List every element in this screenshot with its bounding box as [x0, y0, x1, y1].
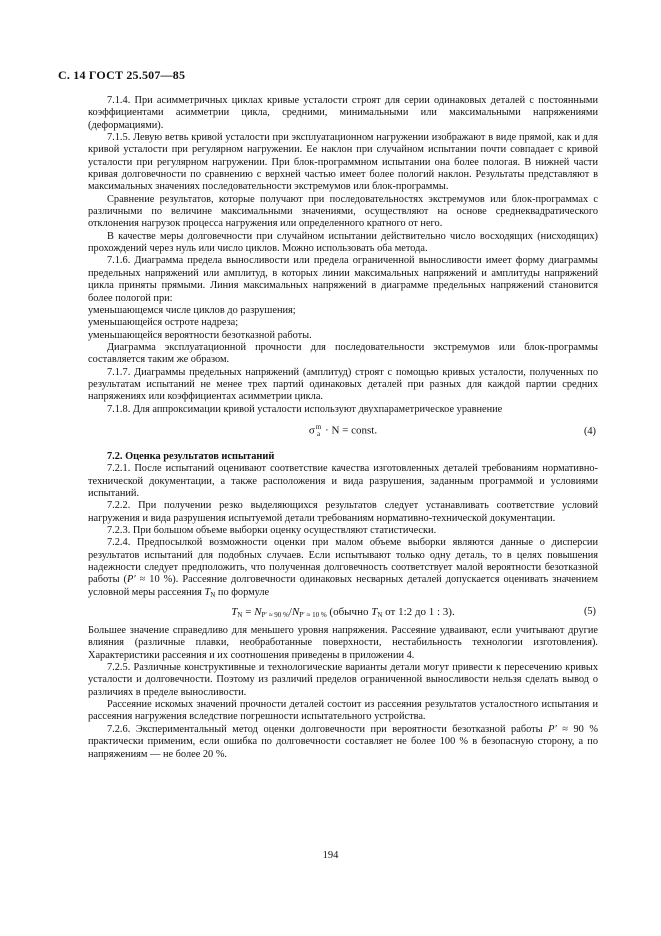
paragraph-7-2-2: 7.2.2. При получении резко выделяющихся результатов следует устанавливать соответствие условий нагружения и вида разрушения испытуемой детали требованиям нормативно-технической документации. — [88, 500, 598, 524]
list-item: уменьшающемся числе циклов до разрушения; — [88, 304, 296, 316]
sigma-symbol: σ — [308, 424, 315, 437]
paragraph-7-1-5: 7.1.5. Левую ветвь кривой усталости при эксплуатационном нагружении изображают в виде прямой, как и для кривой усталости при регулярном нагружении. Ее наклон при случайном испытании почти совпадает с кривой усталости при регулярном нагружении. При блок-программном испытании она более пологая. В нижней части кривая долговечности по сравнению с верхней частью имеет более пологий наклон. Результаты представляют в максимальных значениях последовательности экстремумов или блок-программы. — [88, 132, 598, 193]
section-title-7-2: 7.2. Оценка результатов испытаний — [107, 450, 275, 462]
f5-tail-sub: N — [377, 611, 383, 620]
subscript-a: a — [317, 429, 321, 438]
p726-part1: 7.2.6. Экспериментальный метод оценки долговечности при вероятности безотказной работы — [107, 723, 549, 735]
formula-4-expression — [88, 424, 598, 438]
f5-tail-t: T — [371, 606, 378, 619]
paragraph-7-1-6: 7.1.6. Диаграмма предела выносливости или предела ограниченной выносливости имеет форму диаграммы предельных напряжений или амплитуд, в которых линии максимальных напряжений и амплитуды напряжений цикла приняты прямыми. Линия максимальных напряжений в диаграмме предельных напряжений становится более пологой при: — [88, 255, 598, 304]
page-number: 194 — [322, 850, 339, 861]
list-item: уменьшающейся остроте надреза; — [88, 317, 239, 329]
list-item: уменьшающейся вероятности безотказной работы. — [88, 329, 312, 341]
paragraph-comparison: Сравнение результатов, которые получают при последовательностях экстремумов или блок-программах с различными по величине максимальными значениями, осуществляют на основе среднеквадратического отклонения нагрузок процесса нагружения или определенного кратного от него. — [88, 193, 598, 230]
formula-5-expression — [88, 606, 598, 621]
formula-4-rest: · N = const. — [325, 424, 378, 437]
paragraph-7-2-1: 7.2.1. После испытаний оценивают соответствие качества изготовленных деталей требованиям нормативно-технической документации, а также расположения и вида разрушения, заданным программой и условиями испытаний. — [88, 463, 598, 499]
f5-equals: = — [242, 606, 255, 619]
formula-4 — [88, 418, 598, 445]
page-header: С. 14 ГОСТ 25.507—85 — [58, 68, 186, 82]
tn-subscript: N — [210, 590, 216, 599]
f5-n2: N — [291, 606, 300, 619]
formula-4-number: (4) — [583, 425, 596, 437]
formula-5 — [88, 603, 598, 625]
tn-symbol: T — [204, 586, 211, 598]
f5-n1-sub: P′ ≈ 90 % — [261, 611, 289, 620]
f5-lhs: T — [231, 606, 238, 619]
paragraph-7-2-3: 7.2.3. При большом объеме выборки оценку осуществляют статистически. — [107, 525, 437, 536]
f5-n2-sub: P′ ≈ 10 % — [299, 611, 327, 620]
paragraph-durability-measure: В качестве меры долговечности при случайном испытании действительно число восходящих (нисходящих) прохождений через нуль или число циклов. Можно использовать оба метода. — [88, 230, 598, 255]
f5-tail1: (обычно — [326, 606, 372, 619]
p724-part3: по формуле — [215, 586, 270, 598]
f5-tail2: от 1:2 до 1 : 3). — [382, 606, 455, 619]
formula-5-number: (5) — [583, 606, 596, 618]
exponent-m: m — [315, 422, 322, 431]
sigma-indices — [316, 424, 321, 438]
paragraph-7-2-6 — [88, 724, 598, 761]
paragraph-7-2-4 — [88, 537, 598, 601]
paragraph-7-1-8: 7.1.8. Для аппроксимации кривой усталости используют двухпараметрическое уравнение — [107, 403, 503, 415]
paragraph-7-2-5: 7.2.5. Различные конструктивные и технологические варианты детали могут привести к пересечению кривых усталости и долговечности. Поэтому из различий пределов ограниченной выносливости нельзя сделать вывод о различиях в пределе выносливости. — [88, 662, 598, 698]
f5-lhs-sub: N — [237, 611, 243, 620]
paragraph-7-1-7: 7.1.7. Диаграммы предельных напряжений (амплитуд) строят с помощью кривых усталости, полученных по результатам испытаний не менее трех партий одинаковых деталей при разных для каждой партии средних напряжениях или коэффициентах асимметрии цикла. — [88, 366, 598, 403]
paragraph-operational-diagram: Диаграмма эксплуатационной прочности для последовательности экстремумов или блок-программы составляется таким же образом. — [88, 341, 598, 366]
f5-n1: N — [254, 606, 262, 619]
document-body — [88, 95, 598, 761]
p726-part2: ≈ 90 % практически применим, если ошибка по долговечности составляет не более 100 % в безопасную сторону, а по напряжениям — не более 20 %. — [88, 723, 598, 760]
condition-list — [88, 305, 598, 342]
p724-part2: ≈ 10 %). Рассеяние долговечности одинаковых несварных деталей допускается оценивать значением условной меры рассеяния — [88, 574, 599, 598]
paragraph-larger-value: Большее значение справедливо для меньшего уровня напряжения. Рассеяние удваивают, если учитывают другие влияния (различные плавки, необработанные поверхности, нестабильность технологии изготовления). Характеристики рассеяния и их соотношения приведены в приложении 4. — [88, 625, 598, 661]
f5-slash: / — [288, 606, 292, 619]
paragraph-scatter-composition: Рассеяние искомых значений прочности деталей состоит из рассеяния результатов усталостного испытания и рассеяния нагружения вследствие погрешности испытательного устройства. — [88, 699, 598, 723]
p-prime-symbol: P′ — [548, 723, 557, 735]
p724-part1: 7.2.4. Предпосылкой возможности оценки при малом объеме выборки являются данные о дисперсии результатов испытаний для подобных случаев. Если испытывают только одну деталь, то в целях повышения надежности следует предположить, что полученная долговечность соответствует малой вероятности безотказной работы ( — [88, 537, 598, 586]
p-prime-symbol: P′ — [127, 574, 136, 586]
paragraph-7-1-4: 7.1.4. При асимметричных циклах кривые усталости строят для серии одинаковых деталей с постоянными коэффициентами асимметрии цикла, средними, минимальными или максимальными напряжениями (деформациями). — [88, 95, 598, 131]
